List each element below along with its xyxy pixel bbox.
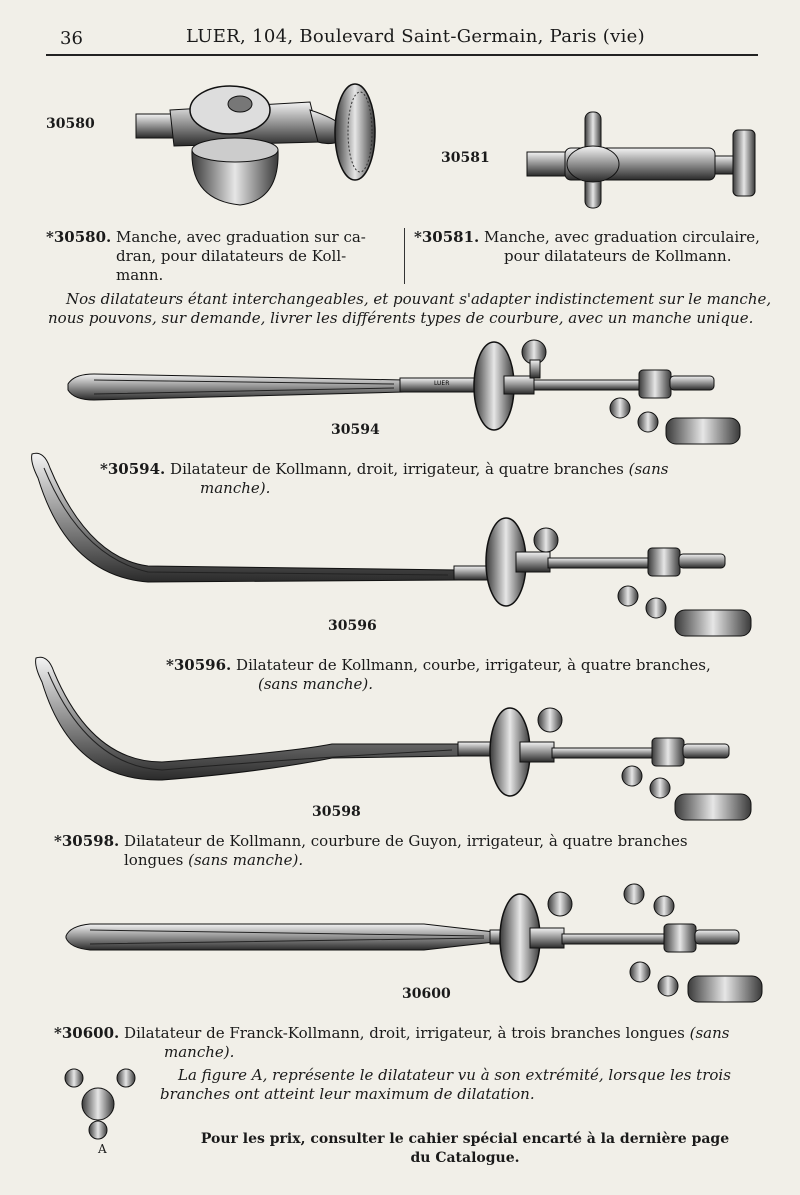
item-ref-30580: *30580. bbox=[46, 228, 112, 246]
illustration-dilator-30596 bbox=[28, 448, 758, 630]
catalog-number-30596: 30596 bbox=[328, 618, 377, 634]
description-30594: *30594. Dilatateur de Kollmann, droit, irrigateur, à quatre branches (sans manche). bbox=[100, 460, 669, 497]
page-number: 36 bbox=[60, 28, 83, 49]
description-30596: *30596. Dilatateur de Kollmann, courbe, irrigateur, à quatre branches, (sans manche). bbox=[166, 656, 711, 693]
description-30598: *30598. Dilatateur de Kollmann, courbure de Guyon, irrigateur, à quatre branches longues (sans manche). bbox=[54, 832, 688, 869]
header-rule bbox=[46, 54, 758, 56]
illustration-handle-30581 bbox=[525, 108, 760, 213]
description-30581: *30581. Manche, avec graduation circulaire, pour dilatateurs de Kollmann. bbox=[414, 228, 760, 265]
catalog-number-30580: 30580 bbox=[46, 116, 95, 132]
figure-a-label: A bbox=[98, 1142, 107, 1156]
page-header-title: LUER, 104, Boulevard Saint-Germain, Paris (vie) bbox=[186, 26, 645, 47]
catalog-number-30581: 30581 bbox=[441, 150, 490, 166]
column-separator bbox=[404, 228, 405, 284]
catalog-number-30594: 30594 bbox=[331, 422, 380, 438]
interchangeable-note: Nos dilatateurs étant interchangeables, et pouvant s'adapter indistinctement sur le manche, nous pouvons, sur demande, livrer les différents types de courbure, avec un manche unique. bbox=[48, 290, 772, 327]
illustration-figure-a bbox=[62, 1066, 140, 1140]
figure-a-caption: La figure A, représente le dilatateur vu à son extrémité, lorsque les trois branches ont atteint leur maximum de dilatation. bbox=[160, 1066, 731, 1103]
description-30580: *30580. Manche, avec graduation sur ca- dran, pour dilatateurs de Koll- mann. bbox=[46, 228, 366, 284]
illustration-dilator-30598 bbox=[32, 652, 758, 822]
item-ref-30594: *30594. bbox=[100, 460, 166, 478]
illustration-handle-30580 bbox=[130, 80, 390, 215]
price-footer: Pour les prix, consulter le cahier spécial encarté à la dernière page du Catalogue. bbox=[200, 1131, 730, 1166]
description-30600: *30600. Dilatateur de Franck-Kollmann, droit, irrigateur, à trois branches longues (sans manche). bbox=[54, 1024, 730, 1061]
illustration-dilator-30594 bbox=[64, 338, 754, 450]
catalog-number-30598: 30598 bbox=[312, 804, 361, 820]
item-ref-30600: *30600. bbox=[54, 1024, 120, 1042]
engraving-mark: LUER bbox=[434, 380, 450, 387]
item-ref-30596: *30596. bbox=[166, 656, 232, 674]
item-ref-30598: *30598. bbox=[54, 832, 120, 850]
item-ref-30581: *30581. bbox=[414, 228, 480, 246]
catalog-number-30600: 30600 bbox=[402, 986, 451, 1002]
